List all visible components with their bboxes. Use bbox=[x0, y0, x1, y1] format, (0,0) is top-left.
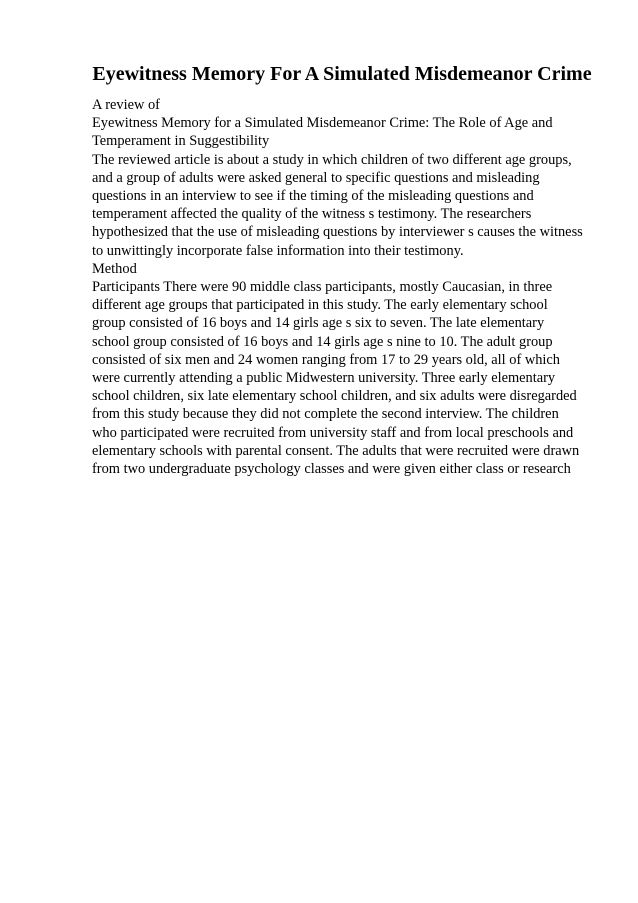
text-line: and a group of adults were asked general to specific questions and misleading bbox=[92, 169, 540, 186]
text-line: from this study because they did not complete the second interview. The children bbox=[92, 406, 559, 423]
text-line: school group consisted of 16 boys and 14 girls age s nine to 10. The adult group bbox=[92, 333, 553, 350]
text-line: A review of bbox=[92, 97, 160, 113]
text-line: elementary schools with parental consent. The adults that were recruited were drawn bbox=[92, 442, 580, 459]
text-line: different age groups that participated in this study. The early elementary school bbox=[92, 297, 548, 314]
section-heading-method: Method bbox=[92, 260, 137, 277]
text-line: to unwittingly incorporate false information into their testimony. bbox=[92, 242, 464, 259]
text-line: Participants There were 90 middle class participants, mostly Caucasian, in three bbox=[92, 279, 553, 296]
document-body bbox=[92, 96, 592, 478]
text-line: Eyewitness Memory for a Simulated Misdemeanor Crime: The Role of Age and bbox=[92, 115, 553, 132]
text-line: were currently attending a public Midwestern university. Three early elementary bbox=[92, 370, 556, 387]
text-line: questions in an interview to see if the timing of the misleading questions and bbox=[92, 188, 534, 205]
document-title: Eyewitness Memory For A Simulated Misdemeanor Crime bbox=[92, 63, 592, 85]
text-line: who participated were recruited from university staff and from local preschools and bbox=[92, 424, 574, 441]
text-line: Temperament in Suggestibility bbox=[92, 133, 270, 150]
text-line: from two undergraduate psychology classes and were given either class or research bbox=[92, 461, 571, 478]
text-line: group consisted of 16 boys and 14 girls age s six to seven. The late elementary bbox=[92, 315, 545, 332]
text-line: school children, six late elementary school children, and six adults were disregarded bbox=[92, 388, 577, 405]
text-line: consisted of six men and 24 women ranging from 17 to 29 years old, all of which bbox=[92, 351, 561, 368]
text-line: temperament affected the quality of the witness s testimony. The researchers bbox=[92, 206, 532, 223]
text-line: The reviewed article is about a study in which children of two different age groups, bbox=[92, 151, 572, 168]
text-line: hypothesized that the use of misleading questions by interviewer s causes the witness bbox=[92, 224, 583, 241]
